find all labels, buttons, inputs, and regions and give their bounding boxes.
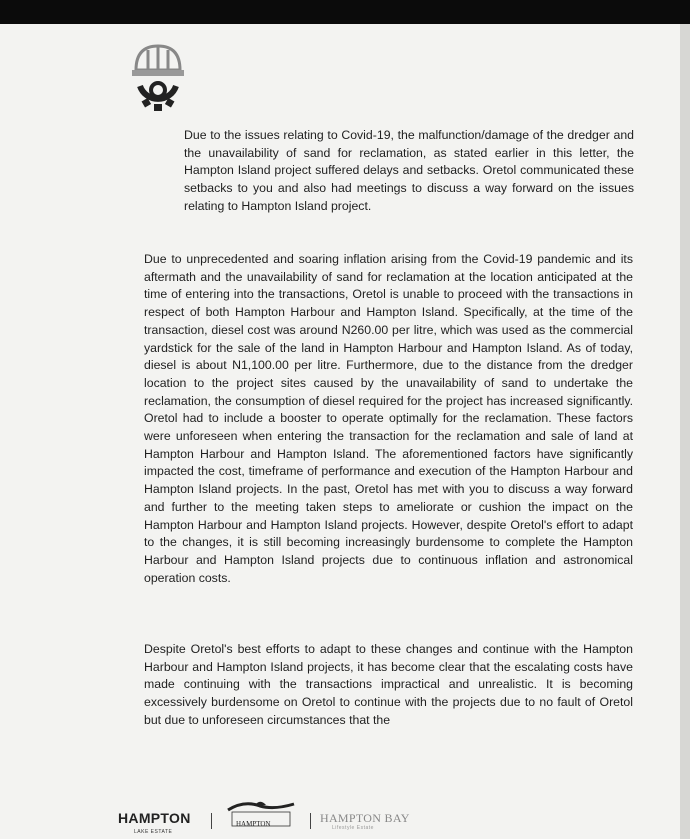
brand-hampton-lake: HAMPTON	[118, 810, 191, 826]
paragraph-2: Due to unprecedented and soaring inflation arising from the Covid-19 pandemic and its aftermath and the unavailability of sand for reclamation at the location anticipated at the time of entering into the transactions, Oretol is unable to proceed with the transactions in respect of both Hampton Harbour and Hampton Island. Specifically, at the time of the transaction, diesel cost was around N260.00 per litre, which was used as the commercial yardstick for the sale of the land in Hampton Harbour and Hampton Island. As of today, diesel is about N1,100.00 per litre. Furthermore, due to the distance from the dredger location to the project sites caused by the unavailability of sand to undertake the reclamation, the consumption of diesel required for the project has increased significantly. Oretol had to include a booster to operate optimally for the reclamation. These factors were unforeseen when entering the transaction for the reclamation and sale of land at Hampton Harbour and Hampton Island. The aforementioned factors have significantly impacted the cost, timeframe of performance and execution of the Hampton Harbour and Hampton Island projects. In the past, Oretol has met with you to discuss a way forward and further to the meeting taken steps to ameliorate or cushion the impact on the Hampton Harbour and Hampton Island projects. However, despite Oretol's effort to adapt to the changes, it is still becoming increasingly burdensome to complete the Hampton Harbour and Hampton Island projects due to continuous inflation and astronomical operation costs.	[144, 252, 633, 585]
helmet-gear-icon	[128, 40, 188, 112]
brand-hampton: HAMPTON	[236, 820, 271, 828]
brand-hampton-bay: HAMPTON BAY	[320, 811, 410, 825]
footer-brands	[118, 800, 438, 839]
divider	[310, 813, 311, 829]
sheet-edge	[680, 24, 690, 839]
divider	[211, 813, 212, 829]
paragraph-3: Despite Oretol's best efforts to adapt to these changes and continue with the Hampton Harbour and Hampton Island projects, it has become clear that the escalating costs have made continuing with the transactions impractical and unrealistic. It is becoming excessively burdensome on Oretol to continue with the projects due to no fault of Oretol but due to unforeseen circumstances that the	[144, 642, 633, 727]
brand-hampton-bay-sub: Lifestyle Estate	[332, 825, 374, 831]
brand-hampton-lake-sub: LAKE ESTATE	[134, 829, 173, 835]
top-bar	[0, 0, 690, 24]
paragraph-1: Due to the issues relating to Covid-19, the malfunction/damage of the dredger and the unavailability of sand for reclamation, as stated earlier in this letter, the Hampton Island project suffered delays and setbacks. Oretol communicated these setbacks to you and also had meetings to discuss a way forward on the issues relating to Hampton Island project.	[184, 128, 634, 213]
